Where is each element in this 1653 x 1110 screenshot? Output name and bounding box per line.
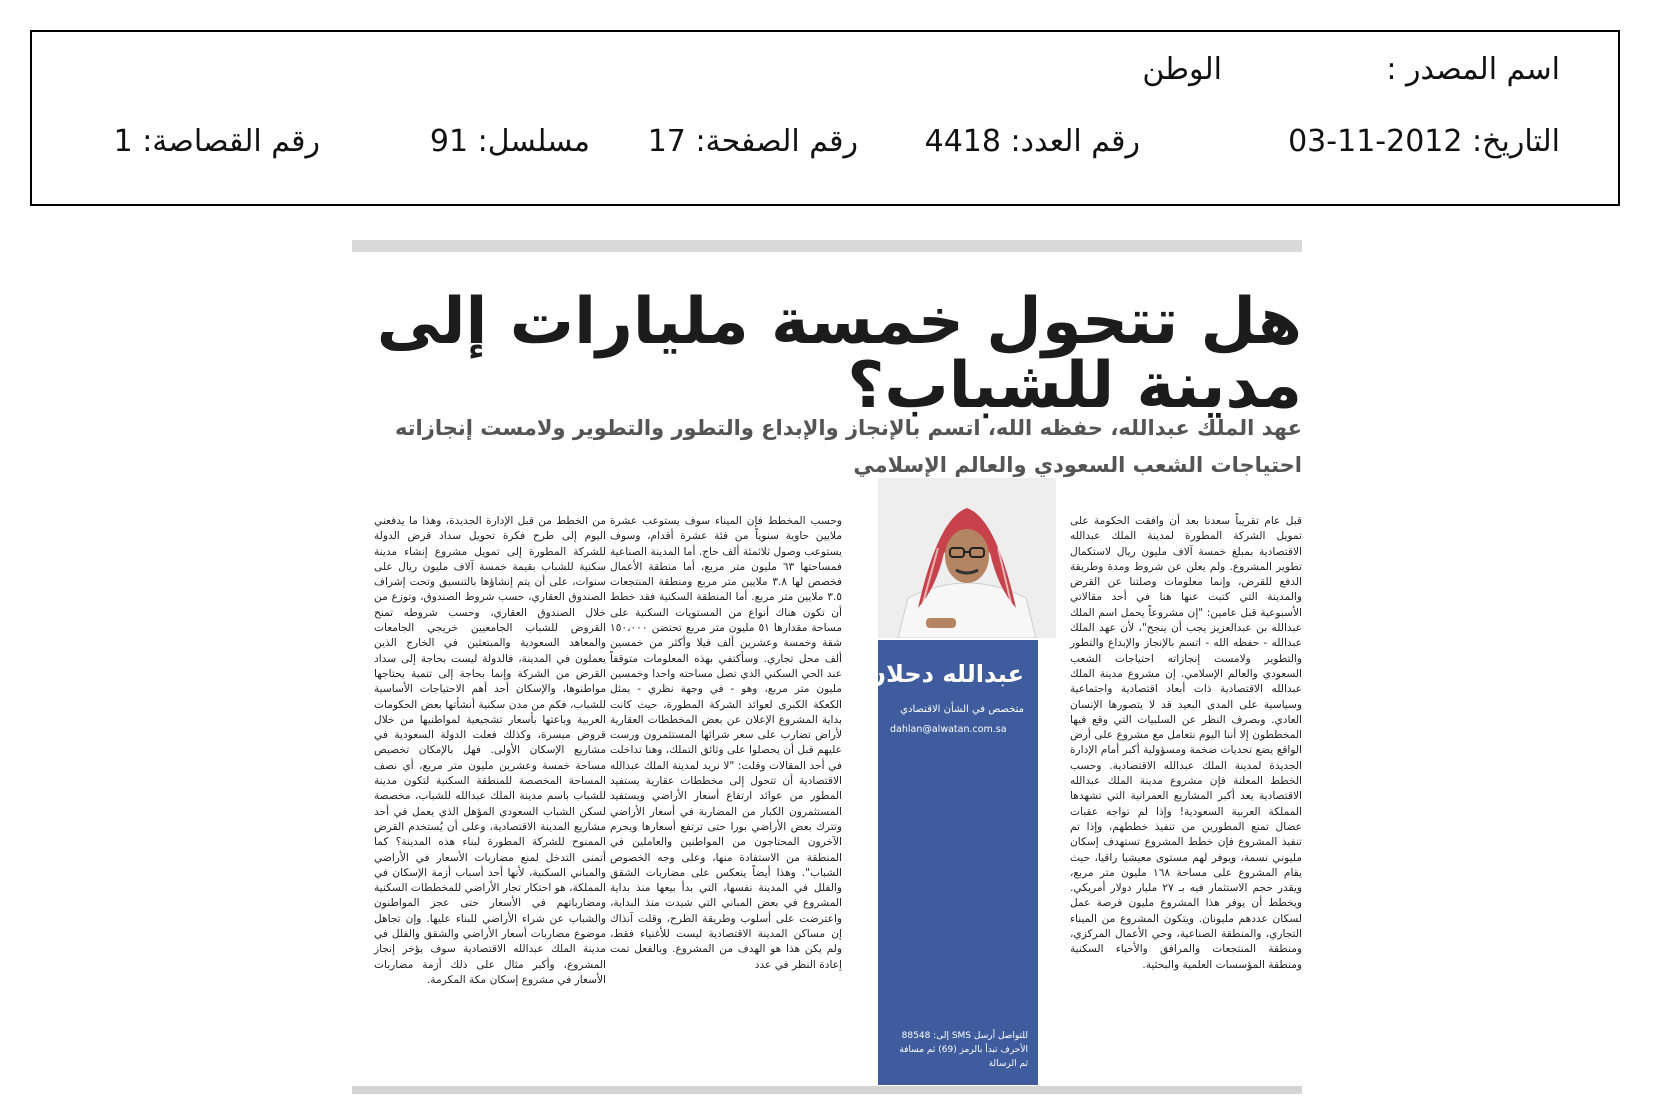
article-subhead: عهد الملك عبدالله، حفظه الله، اتسم بالإنجاز والإبداع والتطور والتطوير ولامست إنجازاته احتياجات الشعب السعودي والعالم الإسلامي <box>394 416 1302 477</box>
metadata-row <box>80 124 1560 159</box>
clip-number-field: رقم القصاصة: 1 <box>113 124 320 159</box>
newspaper-clipping <box>352 240 1302 1100</box>
author-name: عبدالله دحلان <box>865 660 1024 688</box>
article-column-4 <box>374 514 606 988</box>
author-photo <box>878 478 1056 638</box>
bottom-divider <box>352 1086 1302 1094</box>
author-panel <box>865 640 1038 1085</box>
author-email: dahlan@alwatan.com.sa <box>890 724 1007 735</box>
author-title: متخصص في الشأن الاقتصادي <box>900 704 1024 715</box>
source-label: اسم المصدر : <box>1386 52 1560 87</box>
column-4-text: من الخطط من قبل الإدارة الجديدة، وهذا ما يدفعني اليوم إلى طرح فكرة تحويل سداد قرض الدولة للشركة المطورة إلى تمويل مشروع إنشاء مدينة سكنية للشباب بقيمة خمسة آلاف مليون ريال على سنوات، على أن يتم إنشاؤها بالتنسيق وتحت إشراف الصندوق العقاري، حسب شروط الصندوق، وتوزع من خلال الصندوق العقاري، وحسب شروطه تمنح القروض للشباب الجامعيين خريجي الجامعات والمعاهد السعودية والمبتعثين في الخارج الذين يعملون في المدينة، فالدولة ليست بحاجة إلى سداد القرض من الشركة وإنما بحاجة إلى تنمية يحتاجها مواطنوها، والإسكان أحد أهم الاحتياجات الأساسية للشباب، فكم من مدن سكنية أنشأتها بعض الحكومات العربية وباعتها بأسعار تشجيعية لمواطنيها من خلال قروض ميسرة، وكذلك فعلت الدولة السعودية في مشاريع الإسكان الأولى. فهل بالإمكان تخصيص مساحة خمسة وعشرين مليون متر مربع، أي نصف المساحة المخصصة للمنطقة السكنية لتكون مدينة للشباب باسم مدينة الملك عبدالله للشباب، مخصصة لسكن الشباب السعودي المؤهل الذي يعمل في أحد مشاريع المدينة الاقتصادية، وعلى أن يُستخدم القرض الممنوح للشركة المطورة لبناء هذه المدينة؟ كما أتمنى التدخل لمنع مضاربات الأسعار في الأراضي والمباني السكنية، لأنها أحد أسباب أزمة الإسكان في المملكة، هو احتكار تجار الأراضي للمخططات السكنية ومضارباتهم في الأسعار حتى عجز المواطنون والشباب عن شراء الأراضي للبناء عليها. وإن تجاهل موضوع مضاربات أسعار الأراضي والشقق والفلل في مدينة الملك عبدالله الاقتصادية سوف يؤخر إنجاز المشروع، وأكبر مثال على ذلك أزمة مضاربات الأسعار في مشروع إسكان مكة المكرمة. <box>374 515 606 986</box>
author-portrait-icon <box>878 478 1056 638</box>
top-divider <box>352 240 1302 252</box>
article-column-3 <box>610 514 842 973</box>
article-column-1 <box>1070 514 1302 973</box>
column-1-text: قبل عام تقريباً سعدنا بعد أن وافقت الحكومة على تمويل الشركة المطورة لمدينة الملك عبدالله الاقتصادية بمبلغ خمسة آلاف مليون ريال لاستكمال تطوير المشروع. ولم يعلن عن شروط ومدة وطريقة الدفع للقرض، وإنما معلومات وصلتنا عن القرض والمدينة التي كتبت عنها هنا في أحد مقالاتي الأسبوعية قبل عامين: "إن مشروعاً يحمل اسم الملك عبدالله بن عبدالعزيز يجب أن ينجح"، لأن عهد الملك عبدالله - حفظه الله - اتسم بالإنجاز والإبداع والتطور والتطوير ولامست إنجازاته احتياجات الشعب السعودي والعالم الإسلامي. إن مشروع مدينة الملك عبدالله الاقتصادية ذات أبعاد اقتصادية واجتماعية وسياسية على المدى البعيد قد لا يتصورها الإنسان العادي. وبصرف النظر عن السلبيات التي وقع فيها المخططون إلا أننا اليوم نتعامل مع مشروع على أرض الواقع يضع تحديات ضخمة ومسؤولية أكبر أمام الإدارة الجديدة لمدينة الملك عبدالله الاقتصادية. وحسب الخطط المعلنة فإن مشروع مدينة الملك عبدالله الاقتصادية يعد أكبر المشاريع العمرانية التي تشهدها المملكة العربية السعودية! وإذا لم تواجه عقبات عضال تمنع المطورين من تنفيذ خططهم، وإذا تم تنفيذ المشروع فإن خطط المشروع تستهدف إسكان مليوني نسمة، ويوفر لهم مستوى معيشيا راقيا، حيث يقام المشروع على مساحة ١٦٨ مليون متر مربع، ويقدر حجم الاستثمار فيه بـ ٢٧ مليار دولار أمريكي. ويخطط أن يوفر هذا المشروع مليون فرصة عمل لسكان عددهم مليونان. ويتكون المشروع من الميناء التجاري، والمنطقة الصناعية، وحي الأعمال المركزي، ومنطقة المنتجعات والمرافق والأحياء السكنية ومنطقة المؤسسات العلمية والبحثية. <box>1070 515 1303 971</box>
date-field: التاريخ: 2012-11-03 <box>1288 124 1560 159</box>
source-value: الوطن <box>1142 52 1222 87</box>
column-3-text: وحسب المخطط فإن الميناء سوف يستوعب عشرة ملايين حاوية سنوياً من فئة عشرة أقدام، وسوف يستوعب وصول ثلاثمئة ألف حاج. أما المدينة الصناعية فمساحتها ٦٣ مليون متر مربع، أما منطقة الأعمال فخصص لها ٣.٨ ملايين متر مربع ومنطقة المنتجعات ٣.٥ ملايين متر مربع. أما المنطقة السكنية فقد خطط أن تكون هناك أنواع من المستويات السكنية على مساحة مقدارها ٥١ مليون متر مربع تحتضن ١٥٠،٠٠٠ شقة وخمسة وعشرين ألف فيلا وأكثر من خمسين ألف محل تجاري. وسأكتفي بهذه المعلومات متوقفاً عند الحي السكني الذي تصل مساحته واحدا وخمسين مليون متر مربع، وهو - في وجهة نظري - يمثل الكعكة الكبرى لعوائد الشركة المطورة، حيث كانت بداية المشروع الإعلان عن بعض المخططات العقارية لأراض تضارب على سعر شرائها المستثمرون ورست عليهم قبل أن يحصلوا على وثائق التملك، وهنا تداخلت في أحد المقالات وقلت: "لا نريد لمدينة الملك عبدالله الاقتصادية أن تتحول إلى مخططات عقارية يستفيد المطور من عوائد ارتفاع أسعار الأراضي ويستفيد المستثمرون الكبار من المضاربة في أسعار الأراضي وتترك بعض الأراضي بورا حتى ترتفع أسعارها ويحرم الآخرون المحتاجون من المواطنين والعاملين في المنطقة من الاستفادة منها، وعلى وجه الخصوص الشباب". وهذا أيضاً ينعكس على مضاربات الشقق والفلل في المدينة نفسها، التي بدأ بيعها منذ بداية المشروع في بعض المباني التي شيدت منذ البداية، واعترضت على أسلوب وطريقة الطرح، وقلت آنذاك إن مساكن المدينة الاقتصادية ليست للأغنياء فقط، ولم يكن هذا هو الهدف من المشروع. وبالفعل تمت إعادة النظر في عدد <box>610 515 842 971</box>
serial-field: مسلسل: 91 <box>429 124 590 159</box>
clipping-metadata-box <box>30 30 1620 206</box>
author-contact: للتواصل أرسل SMS إلى: 88548 الأحرف تبدأ بالرمز (69) ثم مسافة ثم الرسالة <box>899 1031 1028 1069</box>
article-headline: هل تتحول خمسة مليارات إلى مدينة للشباب؟ <box>376 285 1302 423</box>
issue-field: رقم العدد: 4418 <box>924 124 1140 159</box>
page-field: رقم الصفحة: 17 <box>647 124 858 159</box>
